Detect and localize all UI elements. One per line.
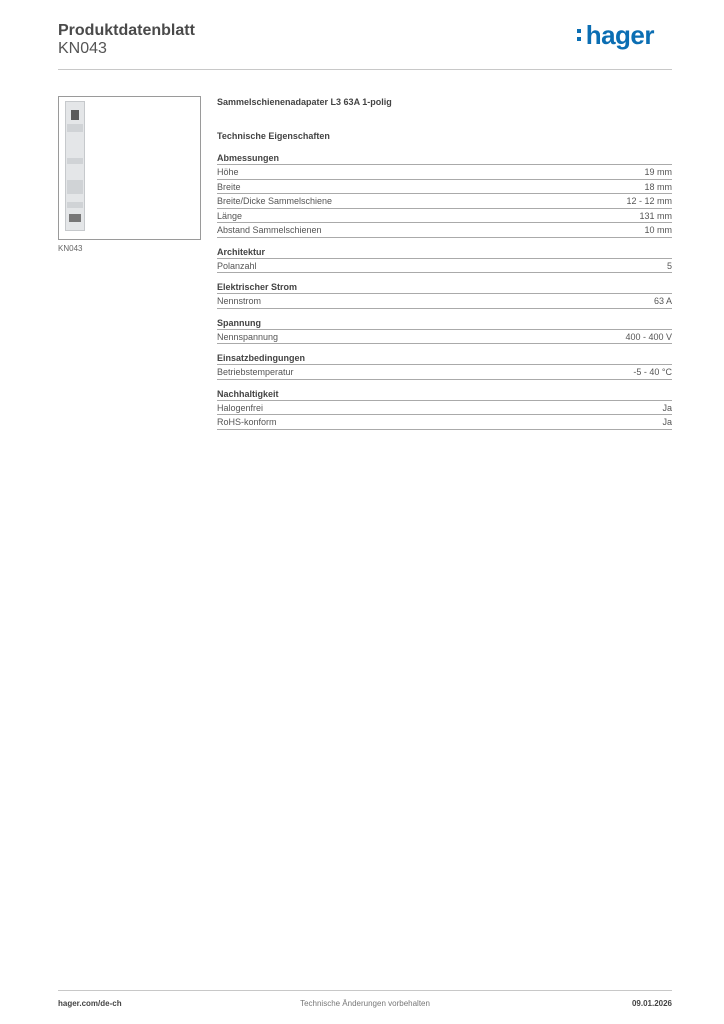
- image-caption: KN043: [58, 244, 83, 253]
- footer-website: hager.com/de-ch: [58, 999, 122, 1008]
- logo-dots-icon: [577, 29, 582, 45]
- spec-label: Nennstrom: [217, 296, 262, 306]
- spec-label: Nennspannung: [217, 331, 279, 342]
- spec-label: Breite: [217, 181, 241, 192]
- product-image: [58, 96, 201, 240]
- spec-value: 12 - 12 mm: [626, 196, 672, 206]
- spec-row: [217, 223, 672, 238]
- spec-row: [217, 194, 672, 209]
- spec-label: Länge: [217, 210, 243, 221]
- spec-value: Ja: [662, 417, 672, 427]
- spec-row: [217, 259, 672, 274]
- group-title: Abmessungen: [217, 152, 672, 165]
- spec-row: [217, 209, 672, 224]
- spec-label: Halogenfrei: [217, 402, 264, 413]
- spec-row: [217, 165, 672, 180]
- spec-value: Ja: [662, 402, 672, 413]
- spec-value: 10 mm: [644, 225, 672, 235]
- spec-row: [217, 415, 672, 430]
- spec-label: Betriebstemperatur: [217, 367, 294, 377]
- spec-label: Höhe: [217, 167, 239, 177]
- spec-row: [217, 401, 672, 416]
- logo-text: hager: [585, 20, 654, 50]
- spec-group: [217, 317, 672, 345]
- section-heading: Technische Eigenschaften: [217, 131, 330, 141]
- document-title: Produktdatenblatt: [58, 22, 195, 39]
- spec-group: [217, 352, 672, 380]
- spec-value: 400 - 400 V: [625, 331, 672, 342]
- group-title: Spannung: [217, 317, 672, 330]
- spec-value: 131 mm: [639, 210, 672, 221]
- group-title: Einsatzbedingungen: [217, 352, 672, 365]
- spec-value: 18 mm: [644, 181, 672, 192]
- page-footer: [58, 990, 672, 1014]
- spec-value: -5 - 40 °C: [633, 367, 672, 377]
- product-code: KN043: [58, 40, 107, 57]
- footer-notice: Technische Änderungen vorbehalten: [300, 999, 430, 1008]
- hager-logo: [586, 20, 654, 51]
- page-header: [58, 20, 672, 70]
- group-title: Architektur: [217, 246, 672, 259]
- spec-content: [217, 96, 672, 430]
- spec-label: RoHS-konform: [217, 417, 277, 427]
- spec-label: Abstand Sammelschienen: [217, 225, 322, 235]
- spec-label: Polanzahl: [217, 260, 257, 271]
- spec-group: [217, 388, 672, 430]
- busbar-adapter-picture: [65, 101, 85, 231]
- product-name: Sammelschienenadapater L3 63A 1-polig: [217, 97, 392, 107]
- group-title: Elektrischer Strom: [217, 281, 672, 294]
- spec-groups: [217, 152, 672, 430]
- group-title: Nachhaltigkeit: [217, 388, 672, 401]
- spec-value: 63 A: [653, 296, 672, 306]
- spec-row: [217, 294, 672, 309]
- spec-row: [217, 365, 672, 380]
- spec-group: [217, 281, 672, 309]
- spec-row: [217, 180, 672, 195]
- spec-row: [217, 330, 672, 345]
- spec-label: Breite/Dicke Sammelschiene: [217, 196, 333, 206]
- spec-value: 5: [666, 260, 672, 271]
- spec-group: [217, 246, 672, 274]
- spec-group: [217, 152, 672, 238]
- footer-date: 09.01.2026: [631, 999, 672, 1008]
- spec-value: 19 mm: [644, 167, 672, 177]
